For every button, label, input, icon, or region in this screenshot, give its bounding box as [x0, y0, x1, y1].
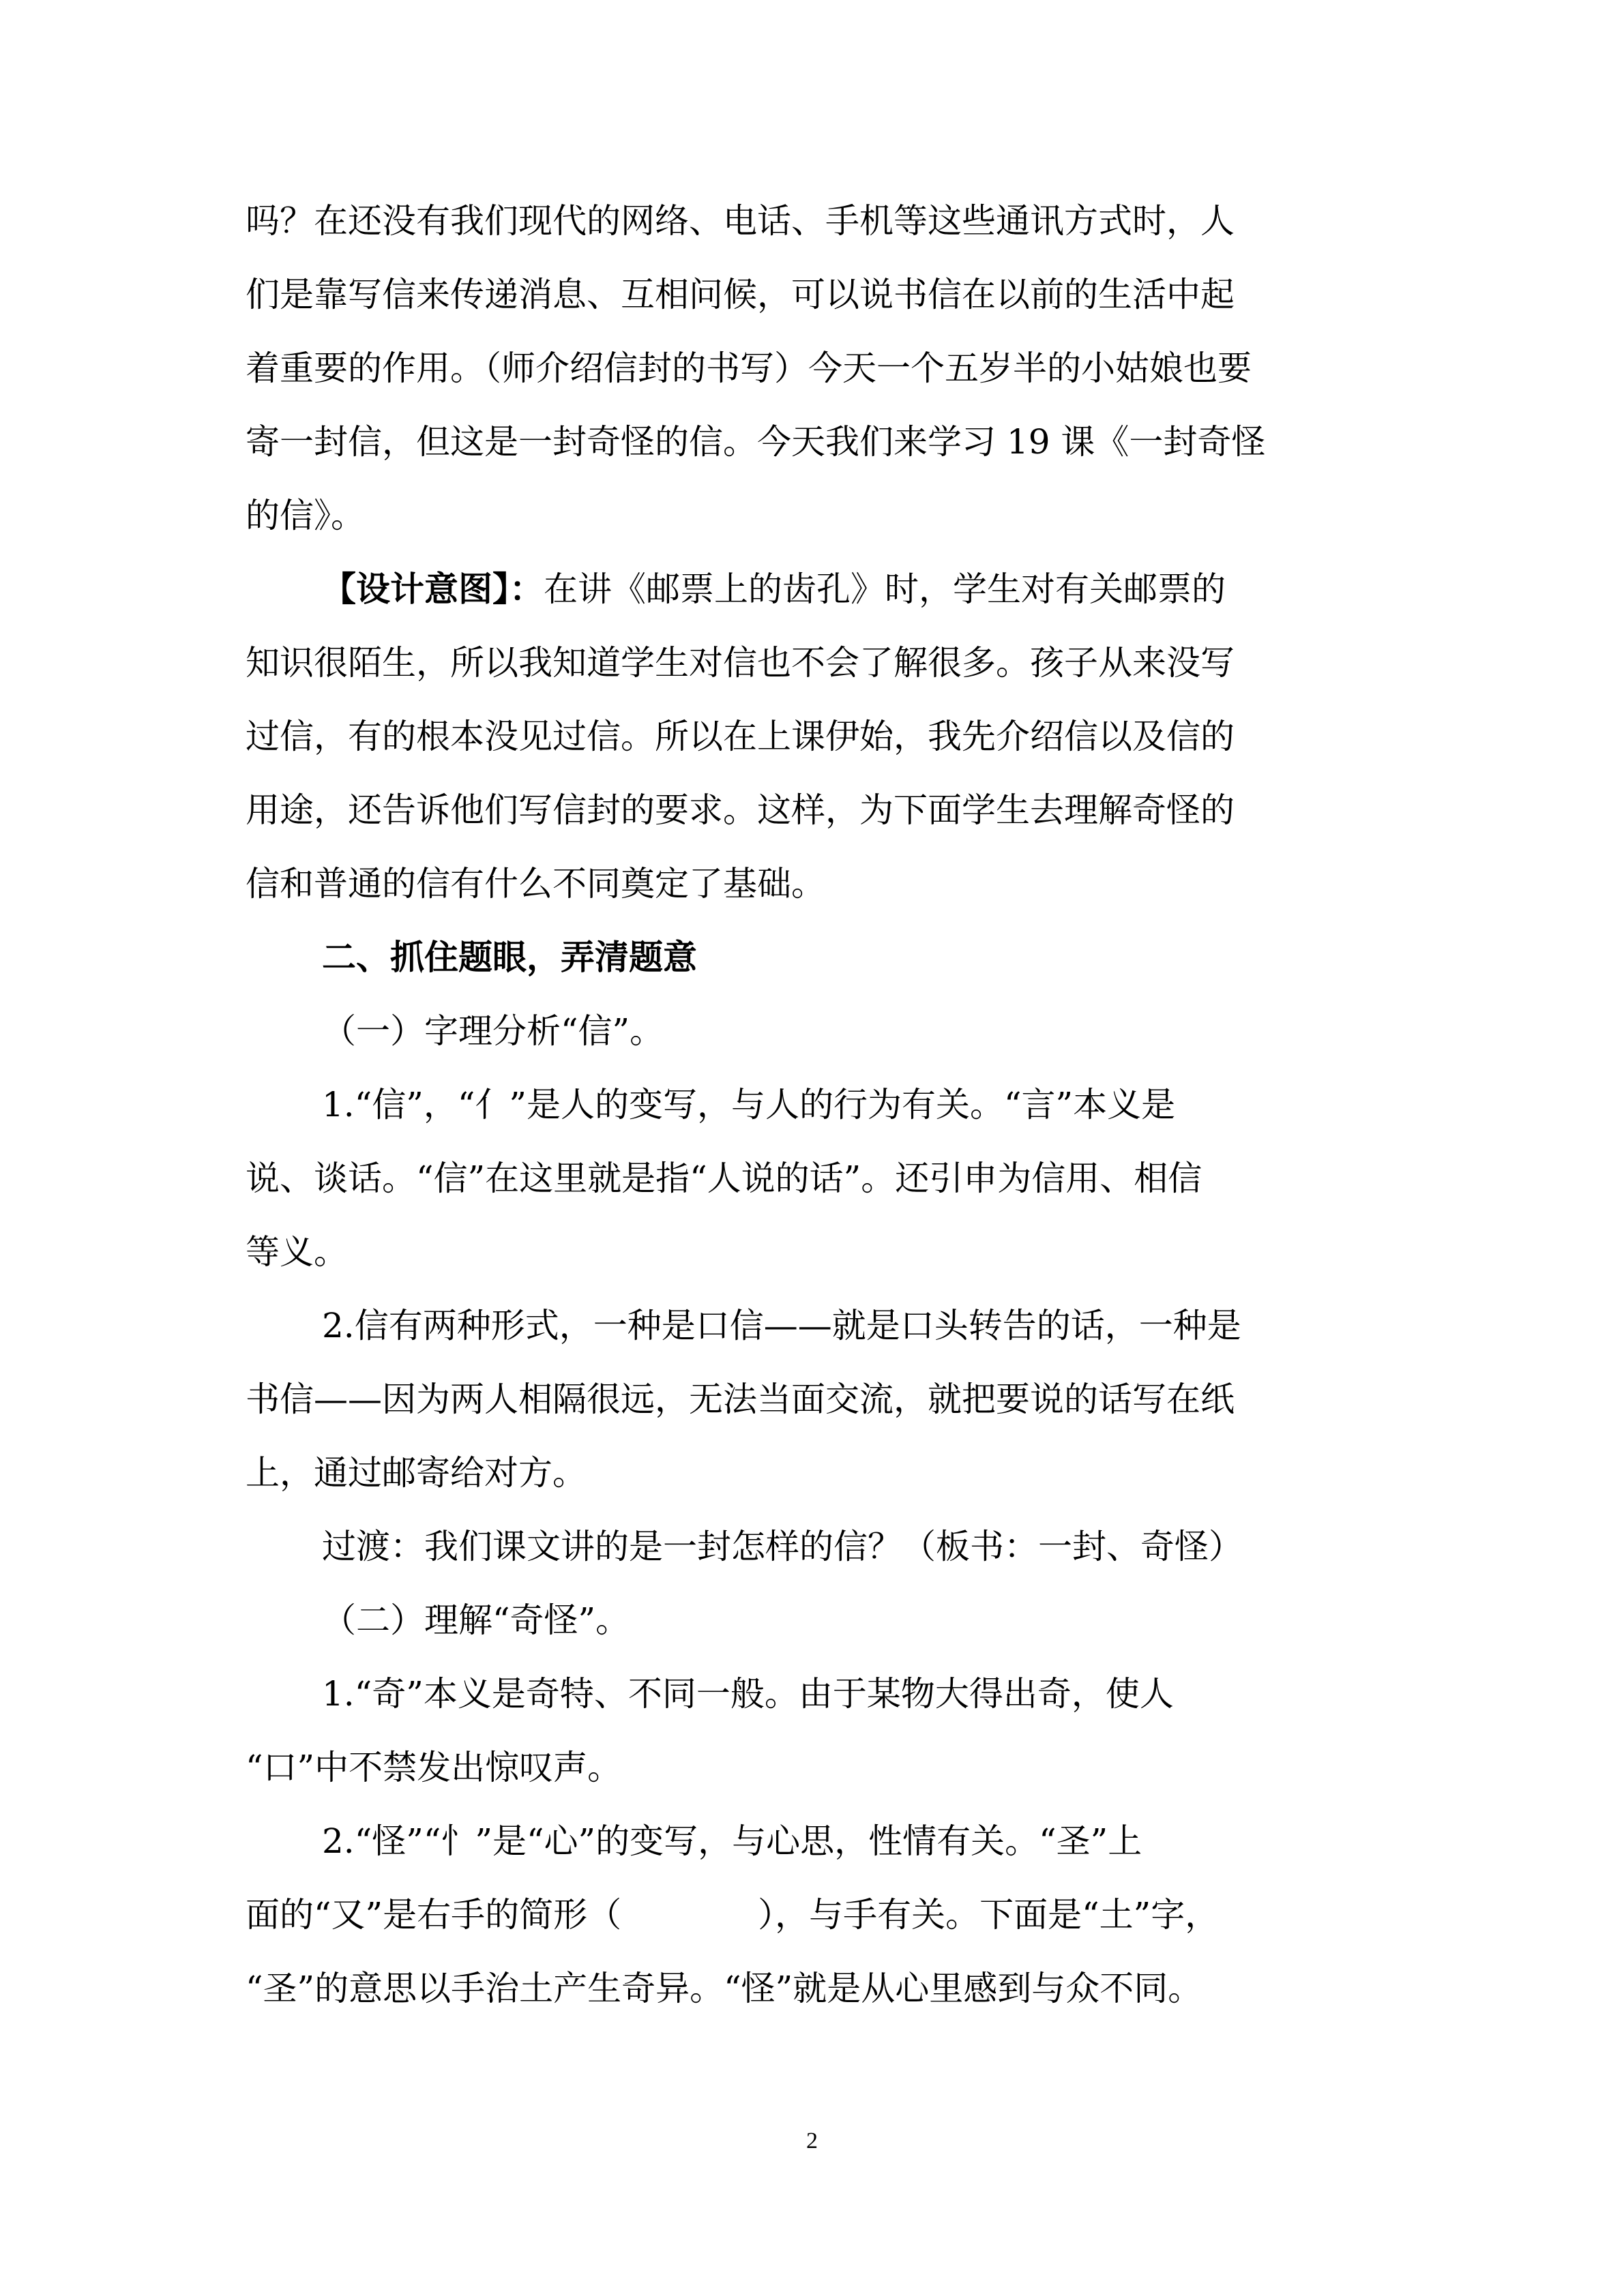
text-line-16: 2.信有两种形式，一种是口信——就是口头转告的话，一种是: [322, 1306, 1241, 1345]
text-line-5: 的信》。: [246, 496, 365, 535]
text-line-25: “圣”的意思以手治土产生奇异。“怪”就是从心里感到与众不同。: [246, 1969, 1202, 2008]
text-line-15: 等义。: [246, 1232, 348, 1272]
text-line-18: 上，通过邮寄给对方。: [246, 1453, 587, 1493]
text-line-2: 们是靠写信来传递消息、互相问候，可以说书信在以前的生活中起: [246, 275, 1235, 314]
design-intent-line: [246, 552, 1381, 626]
text-line-24: 面的“又”是右手的简形（ ），与手有关。下面是“土”字，: [246, 1895, 1220, 1935]
design-intent-text: 在讲《邮票上的齿孔》时，学生对有关邮票的: [544, 569, 1226, 609]
text-line-22: “口”中不禁发出惊叹声。: [246, 1748, 622, 1787]
subsection-heading-1: （一）字理分析“信”。: [322, 1011, 664, 1051]
text-line-14: 说、谈话。“信”在这里就是指“人说的话”。还引申为信用、相信: [246, 1159, 1202, 1198]
text-line-13: 1.“信”，“亻”是人的变写，与人的行为有关。“言”本义是: [322, 1085, 1176, 1124]
text-line-8: 过信，有的根本没见过信。所以在上课伊始，我先介绍信以及信的: [246, 717, 1235, 756]
section-heading-2: 二、抓住题眼，弄清题意: [322, 937, 697, 977]
text-line-23: 2.“怪”“忄”是“心”的变写，与心思，性情有关。“圣”上: [322, 1821, 1142, 1861]
text-line-10: 信和普通的信有什么不同奠定了基础。: [246, 864, 825, 904]
text-line-7: 知识很陌生，所以我知道学生对信也不会了解很多。孩子从来没写: [246, 643, 1235, 683]
text-line-4: 寄一封信，但这是一封奇怪的信。今天我们来学习 19 课《一封奇怪: [246, 422, 1266, 462]
body-text: [246, 184, 1381, 2025]
subsection-heading-2: （二）理解“奇怪”。: [322, 1600, 630, 1640]
page-number: 2: [806, 2128, 818, 2153]
design-intent-label: 【设计意图】：: [322, 569, 544, 609]
text-line-3: 着重要的作用。（师介绍信封的书写）今天一个五岁半的小姑娘也要: [246, 348, 1252, 388]
text-line-17: 书信——因为两人相隔很远，无法当面交流，就把要说的话写在纸: [246, 1380, 1235, 1419]
text-line-21: 1.“奇”本义是奇特、不同一般。由于某物大得出奇，使人: [322, 1674, 1174, 1714]
text-line-9: 用途，还告诉他们写信封的要求。这样，为下面学生去理解奇怪的: [246, 790, 1235, 830]
transition-line: 过渡：我们课文讲的是一封怎样的信？（板书：一封、奇怪）: [322, 1527, 1243, 1566]
text-line-1: 吗？在还没有我们现代的网络、电话、手机等这些通讯方式时，人: [246, 201, 1235, 241]
